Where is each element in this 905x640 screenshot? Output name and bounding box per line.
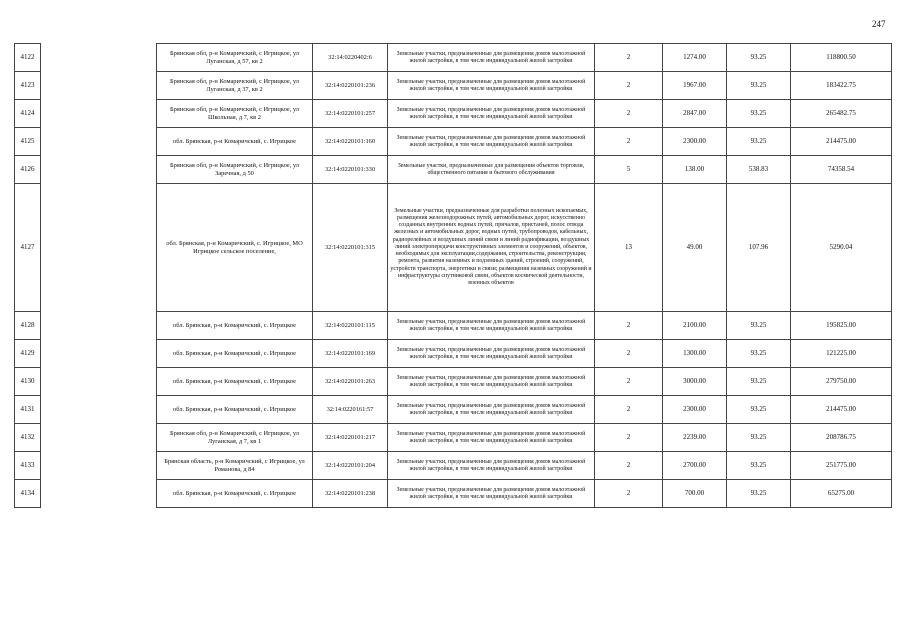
area-cell: 1300.00 bbox=[663, 340, 727, 368]
land-use-cell: Земельные участки, предназначенные для размещения объектов торговли, общественного питания и бытового обслуживания bbox=[388, 156, 595, 184]
cadastral-value-cell: 214475.00 bbox=[791, 396, 892, 424]
row-id-cell: 4123 bbox=[15, 72, 41, 100]
land-use-cell: Земельные участки, предназначенные для размещения домов малоэтажной жилой застройки, в том числе индивидуальной жилой застройки bbox=[388, 128, 595, 156]
land-use-cell: Земельные участки, предназначенные для размещения домов малоэтажной жилой застройки, в том числе индивидуальной жилой застройки bbox=[388, 368, 595, 396]
land-use-cell: Земельные участки, предназначенные для разработки полезных ископаемых, размещения железнодорожных путей, автомобильных дорог, искусственно созданных внутренних водных путей, причалов, пристаней, полос отвода железных и автомобильных дорог, водных путей, трубопроводов, кабельных, радиорелейных и воздушных линий связи и линий радиофикации, воздушных линий электропередачи конструктивных элементов и сооружений, объектов, необходимых для эксплуатации,содержания, строительства, реконструкции, ремонта, развития наземных и подземных зданий, строений, сооружений, устройств транспорта, энергетики и связи; размещения наземных сооружений и инфраструктуры спутниковой связи, объектов космической деятельности, военных объектов bbox=[388, 184, 595, 312]
address-cell: обл. Брянская, р-н Комаричский, с. Игрицкое bbox=[157, 368, 313, 396]
rate-cell: 93.25 bbox=[727, 312, 791, 340]
cadastral-value-cell: 183422.75 bbox=[791, 72, 892, 100]
row-id-cell: 4128 bbox=[15, 312, 41, 340]
cadastral-value-cell: 279750.00 bbox=[791, 368, 892, 396]
area-cell: 1967.00 bbox=[663, 72, 727, 100]
land-use-cell: Земельные участки, предназначенные для размещения домов малоэтажной жилой застройки, в том числе индивидуальной жилой застройки bbox=[388, 480, 595, 508]
address-cell: обл. Брянская, р-н Комаричский, с. Игрицкое bbox=[157, 480, 313, 508]
cadastral-number-cell: 32:14:0220101:204 bbox=[313, 452, 388, 480]
area-cell: 2239.00 bbox=[663, 424, 727, 452]
cadastral-value-cell: 121225.00 bbox=[791, 340, 892, 368]
gap-cell bbox=[41, 480, 157, 508]
table-row bbox=[15, 100, 892, 128]
address-cell: Брянская обл, р-н Комаричский, с Игрицкое, ул Луганская, д 7, кв 1 bbox=[157, 424, 313, 452]
rate-cell: 93.25 bbox=[727, 44, 791, 72]
gap-cell bbox=[41, 424, 157, 452]
table-row bbox=[15, 424, 892, 452]
group-cell: 2 bbox=[595, 100, 663, 128]
area-cell: 2847.00 bbox=[663, 100, 727, 128]
cadastral-value-cell: 214475.00 bbox=[791, 128, 892, 156]
group-cell: 2 bbox=[595, 368, 663, 396]
area-cell: 3000.00 bbox=[663, 368, 727, 396]
cadastral-number-cell: 32:14:0220402:6 bbox=[313, 44, 388, 72]
address-cell: обл. Брянская, р-н Комаричский, с. Игрицкое bbox=[157, 128, 313, 156]
group-cell: 2 bbox=[595, 44, 663, 72]
cadastral-value-cell: 208786.75 bbox=[791, 424, 892, 452]
cadastral-value-cell: 74358.54 bbox=[791, 156, 892, 184]
row-id-cell: 4130 bbox=[15, 368, 41, 396]
rate-cell: 93.25 bbox=[727, 368, 791, 396]
row-id-cell: 4124 bbox=[15, 100, 41, 128]
gap-cell bbox=[41, 312, 157, 340]
land-use-cell: Земельные участки, предназначенные для размещения домов малоэтажной жилой застройки, в том числе индивидуальной жилой застройки bbox=[388, 340, 595, 368]
row-id-cell: 4127 bbox=[15, 184, 41, 312]
table-row bbox=[15, 312, 892, 340]
address-cell: обл. Брянская, р-н Комаричский, с. Игрицкое bbox=[157, 340, 313, 368]
rate-cell: 538.83 bbox=[727, 156, 791, 184]
table-body bbox=[15, 44, 892, 508]
row-id-cell: 4129 bbox=[15, 340, 41, 368]
group-cell: 2 bbox=[595, 128, 663, 156]
rate-cell: 93.25 bbox=[727, 424, 791, 452]
gap-cell bbox=[41, 44, 157, 72]
group-cell: 2 bbox=[595, 72, 663, 100]
cadastral-number-cell: 32:14:0220101:169 bbox=[313, 340, 388, 368]
group-cell: 13 bbox=[595, 184, 663, 312]
row-id-cell: 4132 bbox=[15, 424, 41, 452]
address-cell: обл. Брянская, р-н Комаричский, с. Игрицкое, МО Игрицкое сельское поселение, bbox=[157, 184, 313, 312]
cadastral-number-cell: 32:14:0220101:236 bbox=[313, 72, 388, 100]
table-row bbox=[15, 340, 892, 368]
area-cell: 49.00 bbox=[663, 184, 727, 312]
cadastral-value-cell: 65275.00 bbox=[791, 480, 892, 508]
land-use-cell: Земельные участки, предназначенные для размещения домов малоэтажной жилой застройки, в том числе индивидуальной жилой застройки bbox=[388, 72, 595, 100]
table-row bbox=[15, 368, 892, 396]
gap-cell bbox=[41, 156, 157, 184]
table-row bbox=[15, 184, 892, 312]
cadastral-value-cell: 195825.00 bbox=[791, 312, 892, 340]
gap-cell bbox=[41, 452, 157, 480]
table-row bbox=[15, 128, 892, 156]
group-cell: 2 bbox=[595, 312, 663, 340]
area-cell: 2700.00 bbox=[663, 452, 727, 480]
cadastral-number-cell: 32:14:0220101:238 bbox=[313, 480, 388, 508]
gap-cell bbox=[41, 128, 157, 156]
address-cell: обл. Брянская, р-н Комаричский, с. Игрицкое bbox=[157, 312, 313, 340]
cadastral-value-cell: 251775.00 bbox=[791, 452, 892, 480]
row-id-cell: 4131 bbox=[15, 396, 41, 424]
cadastral-number-cell: 32:14:0220161:57 bbox=[313, 396, 388, 424]
area-cell: 2100.00 bbox=[663, 312, 727, 340]
gap-cell bbox=[41, 72, 157, 100]
land-use-cell: Земельные участки, предназначенные для размещения домов малоэтажной жилой застройки, в том числе индивидуальной жилой застройки bbox=[388, 424, 595, 452]
area-cell: 2300.00 bbox=[663, 396, 727, 424]
land-use-cell: Земельные участки, предназначенные для размещения домов малоэтажной жилой застройки, в том числе индивидуальной жилой застройки bbox=[388, 312, 595, 340]
cadastral-number-cell: 32:14:0220101:257 bbox=[313, 100, 388, 128]
row-id-cell: 4122 bbox=[15, 44, 41, 72]
row-id-cell: 4133 bbox=[15, 452, 41, 480]
area-cell: 1274.00 bbox=[663, 44, 727, 72]
row-id-cell: 4126 bbox=[15, 156, 41, 184]
area-cell: 700.00 bbox=[663, 480, 727, 508]
address-cell: Брянская обл, р-н Комаричский, с Игрицкое, ул Луганская, д 37, кв 2 bbox=[157, 72, 313, 100]
gap-cell bbox=[41, 396, 157, 424]
address-cell: Брянская обл, р-н Комаричский, с Игрицкое, ул Луганская, д 57, кв 2 bbox=[157, 44, 313, 72]
land-use-cell: Земельные участки, предназначенные для размещения домов малоэтажной жилой застройки, в том числе индивидуальной жилой застройки bbox=[388, 44, 595, 72]
cadastral-value-cell: 5290.04 bbox=[791, 184, 892, 312]
gap-cell bbox=[41, 100, 157, 128]
address-cell: Брянская обл, р-н Комаричский, с Игрицкое, ул Заречная, д 50 bbox=[157, 156, 313, 184]
cadastral-number-cell: 32:14:0220101:160 bbox=[313, 128, 388, 156]
land-use-cell: Земельные участки, предназначенные для размещения домов малоэтажной жилой застройки, в том числе индивидуальной жилой застройки bbox=[388, 452, 595, 480]
land-use-cell: Земельные участки, предназначенные для размещения домов малоэтажной жилой застройки, в том числе индивидуальной жилой застройки bbox=[388, 100, 595, 128]
cadastral-number-cell: 32:14:0220101:263 bbox=[313, 368, 388, 396]
cadastral-number-cell: 32:14:0220101:315 bbox=[313, 184, 388, 312]
cadastral-registry-table bbox=[14, 43, 892, 508]
rate-cell: 93.25 bbox=[727, 128, 791, 156]
table-row bbox=[15, 480, 892, 508]
gap-cell bbox=[41, 368, 157, 396]
rate-cell: 93.25 bbox=[727, 100, 791, 128]
group-cell: 2 bbox=[595, 340, 663, 368]
address-cell: Брянская область, р-н Комаричский, с Игрицкое, ул Романова, д 84 bbox=[157, 452, 313, 480]
page-number: 247 bbox=[872, 19, 886, 29]
rate-cell: 107.96 bbox=[727, 184, 791, 312]
area-cell: 2300.00 bbox=[663, 128, 727, 156]
table-row bbox=[15, 396, 892, 424]
area-cell: 138.00 bbox=[663, 156, 727, 184]
gap-cell bbox=[41, 184, 157, 312]
group-cell: 5 bbox=[595, 156, 663, 184]
rate-cell: 93.25 bbox=[727, 72, 791, 100]
group-cell: 2 bbox=[595, 424, 663, 452]
rate-cell: 93.25 bbox=[727, 396, 791, 424]
table-row bbox=[15, 156, 892, 184]
cadastral-value-cell: 118800.50 bbox=[791, 44, 892, 72]
cadastral-number-cell: 32:14:0220101:115 bbox=[313, 312, 388, 340]
table-row bbox=[15, 452, 892, 480]
row-id-cell: 4134 bbox=[15, 480, 41, 508]
cadastral-number-cell: 32:14:0220101:330 bbox=[313, 156, 388, 184]
row-id-cell: 4125 bbox=[15, 128, 41, 156]
rate-cell: 93.25 bbox=[727, 452, 791, 480]
address-cell: Брянская обл, р-н Комаричский, с Игрицкое, ул Школьная, д 7, кв 2 bbox=[157, 100, 313, 128]
gap-cell bbox=[41, 340, 157, 368]
cadastral-number-cell: 32:14:0220101:217 bbox=[313, 424, 388, 452]
group-cell: 2 bbox=[595, 396, 663, 424]
group-cell: 2 bbox=[595, 452, 663, 480]
rate-cell: 93.25 bbox=[727, 480, 791, 508]
table-row bbox=[15, 44, 892, 72]
rate-cell: 93.25 bbox=[727, 340, 791, 368]
table-row bbox=[15, 72, 892, 100]
land-use-cell: Земельные участки, предназначенные для размещения домов малоэтажной жилой застройки, в том числе индивидуальной жилой застройки bbox=[388, 396, 595, 424]
cadastral-value-cell: 265482.75 bbox=[791, 100, 892, 128]
group-cell: 2 bbox=[595, 480, 663, 508]
address-cell: обл. Брянская, р-н Комаричский, с. Игрицкое bbox=[157, 396, 313, 424]
